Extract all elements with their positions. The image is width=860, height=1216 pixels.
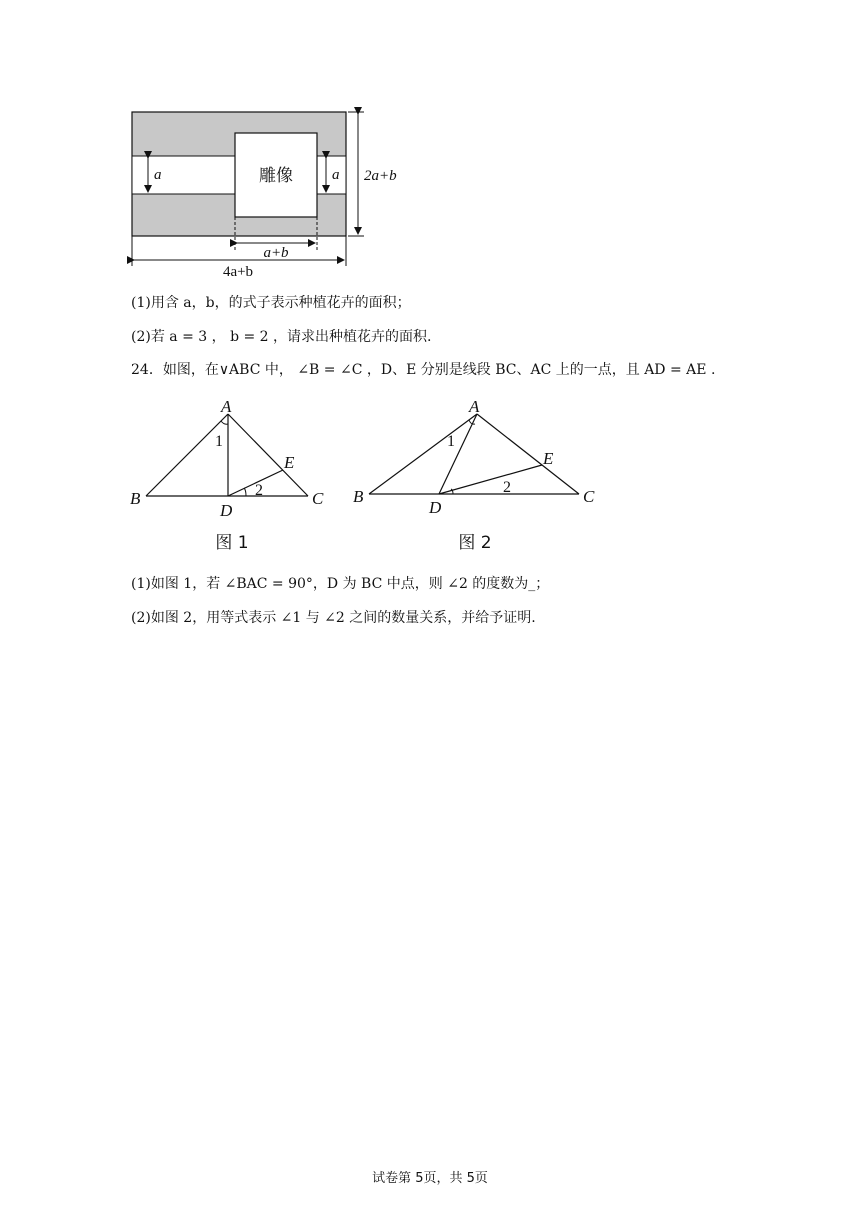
fig1-label-C: C (312, 489, 324, 508)
fig1-angle-2: 2 (255, 482, 263, 499)
triangle-figure-1 (120, 392, 340, 562)
fig2-label-B: B (353, 487, 364, 506)
page-footer: 试卷第 5页，共 5页 (372, 1171, 488, 1186)
statue-label: 雕像 (259, 166, 293, 186)
fig2-label-A: A (469, 397, 480, 416)
fig1-label-A: A (221, 397, 232, 416)
q23-part2: (2)若 a = 3 ， b = 2 ，请求出种植花卉的面积. (131, 329, 432, 345)
fig2-label-E: E (543, 449, 554, 468)
flower-bed-figure (120, 100, 420, 280)
q24-part2: (2)如图 2，用等式表示 ∠1 与 ∠2 之间的数量关系，并给予证明. (131, 610, 536, 626)
fig1-label-B: B (130, 489, 141, 508)
q24-part1: (1)如图 1，若 ∠BAC = 90°，D 为 BC 中点，则 ∠2 的度数为_； (131, 576, 550, 592)
label-height: 2a+b (364, 168, 397, 184)
fig2-label-C: C (583, 487, 595, 506)
label-a-right: a (332, 167, 340, 183)
triangle-figure-2 (345, 392, 615, 562)
fig2-angle-1: 1 (447, 433, 455, 450)
fig1-caption: 图 1 (215, 533, 249, 553)
q24-stem: 24．如图，在∨ABC 中， ∠B = ∠C ，D、E 分别是线段 BC、AC 上的一点，且 AD = AE . (131, 362, 716, 378)
label-a-left: a (154, 167, 162, 183)
fig2-label-D: D (429, 498, 442, 517)
label-bottom-outer: 4a+b (222, 264, 254, 280)
fig1-label-E: E (284, 453, 295, 472)
fig1-angle-1: 1 (215, 433, 223, 450)
fig2-angle-2: 2 (503, 479, 511, 496)
fig2-caption: 图 2 (458, 533, 492, 553)
q23-part1: (1)用含 a，b，的式子表示种植花卉的面积； (131, 295, 411, 311)
label-bottom-inner: a+b (263, 245, 289, 261)
fig1-label-D: D (220, 501, 233, 520)
